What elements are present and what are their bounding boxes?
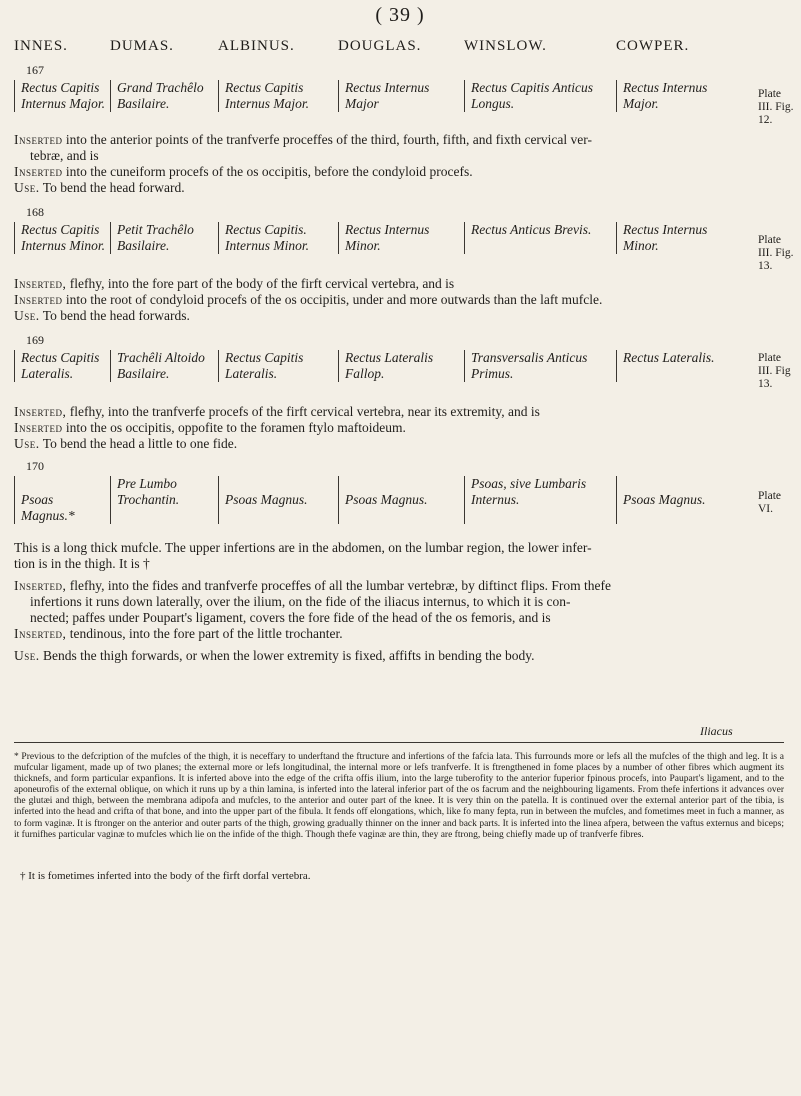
plate-ref: Plate III. Fig. 13. (758, 234, 794, 272)
header-cowper: COWPER. (616, 38, 690, 54)
name-winslow: Rectus Anticus Brevis. (464, 222, 616, 254)
entry-170-names (14, 459, 754, 524)
catchword: Iliacus (700, 724, 733, 738)
line-lead: Inserted, (14, 404, 67, 419)
line-text: flefhy, into the fides and tranfverfe proceffes of all the lumbar vertebræ, by diftinct flips. From thefe (66, 578, 612, 593)
name-winslow: Transversalis Anticus Primus. (464, 350, 616, 382)
line-text: into the root of condyloid procefs of the os occipitis, under and more outwards than the laft mufcle. (62, 292, 603, 307)
entry-167-text (14, 132, 766, 196)
line-lead: Inserted (14, 132, 63, 147)
line-lead: Inserted, (14, 578, 67, 593)
page-number: ( 39 ) (375, 4, 425, 26)
entry-number: 169 (26, 333, 44, 347)
name-cowper: Rectus Internus Major. (616, 80, 736, 112)
name-albinus: Rectus Capitis Lateralis. (218, 350, 338, 382)
name-cowper: Rectus Internus Minor. (616, 222, 736, 254)
line-lead: Use. (14, 308, 40, 323)
name-albinus: Rectus Capitis. Internus Minor. (218, 222, 338, 254)
header-douglas: DOUGLAS. (338, 38, 422, 54)
line-lead: Inserted (14, 292, 63, 307)
line-lead: Inserted, (14, 626, 67, 641)
line-text: into the os occipitis, oppofite to the foramen ftylo maftoideum. (62, 420, 406, 435)
line-text: infertions it runs down laterally, over the ilium, on the fide of the iliacus internus, to which it is con- (30, 594, 571, 609)
line-lead: Inserted (14, 164, 63, 179)
name-douglas: Rectus Internus Major (338, 80, 464, 112)
author-headers (14, 38, 754, 55)
line-text: To bend the head forward. (39, 180, 185, 195)
plate-ref: Plate III. Fig 13. (758, 352, 791, 390)
entry-number: 168 (26, 205, 44, 219)
footnote-fascia-lata: * Previous to the defcription of the mufcles of the thigh, it is neceffary to underftand the ftructure and infertions of the fafcia lata. This furrounds more or lefs all the mufcles of the thigh and leg. It is a mufcular ligament, made up of two planes; the external more or lefs longitudinal, the internal more or lefs tranfverfe. It is ftrengthened in fome places by a number of other fibres which augment its thicknefs, and form particular expanfions. It is inferted above into the edge of the crifta offis ilium, into the large tuberofity to the anterior fuperior fpinous procefs, into Paupart's ligament, and to the aponeurofis of the external oblique, on which it runs up by a thin lamina, is inferted into the lateral inferior part of the os facrum and the neighbouring ligaments. From thefe infertions it advances over the glutæi and thigh, between the membrana adipofa and mufcles, to the anterior and outer part of the knee. It is very thin on the patella. It is continued over the external anterior part of the tibia, is inferted into the head and crifta of that bone, and into the upper part of the fibula. It fends off elongations, which, like fo many fepta, run in between the mufcles, and fometimes meet in fuch a manner, as to form vaginæ. It is ftronger on the anterior and outer parts of the thigh, growing gradually thinner on the inner and back parts. It is inferted into the linea afpera, between the vaftus externus and biceps; it furnifhes particular vaginæ to mufcles which lie on the infide of the thigh. Though thefe vaginæ are thin, they are ftrong, being chiefly made up of tranfverfe fibres. (14, 752, 785, 840)
line-text: nected; paffes under Poupart's ligament, covers the fore fide of the head of the os femoris, and is (30, 610, 551, 625)
name-dumas: Pre Lumbo Trochantin. (110, 476, 218, 524)
line-text: flefhy, into the tranfverfe procefs of the firft cervical vertebra, near its extremity, and is (66, 404, 540, 419)
plate-ref: Plate III. Fig. 12. (758, 88, 794, 126)
name-innes: Rectus Capitis Internus Minor. (14, 222, 110, 254)
header-dumas: DUMAS. (110, 38, 174, 54)
line-lead: Use. (14, 436, 40, 451)
footnote-rule (14, 742, 784, 743)
name-dumas: Grand Trachêlo Basilaire. (110, 80, 218, 112)
name-cowper: Rectus Lateralis. (616, 350, 736, 382)
entry-168-names (14, 205, 754, 254)
entry-167-names (14, 63, 754, 112)
name-douglas: Rectus Internus Minor. (338, 222, 464, 254)
plate-ref: Plate VI. (758, 490, 781, 515)
line-lead: Inserted, (14, 276, 67, 291)
name-cowper: Psoas Magnus. (616, 476, 736, 524)
line-text: Bends the thigh forwards, or when the lower extremity is fixed, affifts in bending the body. (39, 648, 535, 663)
line-text: To bend the head a little to one fide. (39, 436, 238, 451)
line-text: tendinous, into the fore part of the little trochanter. (66, 626, 343, 641)
entry-number: 167 (26, 63, 44, 77)
line-text: To bend the head forwards. (39, 308, 190, 323)
line-text: tion is in the thigh. It is † (14, 556, 150, 571)
line-text: This is a long thick mufcle. The upper infertions are in the abdomen, on the lumbar region, the lower infer- (14, 540, 592, 555)
name-winslow: Psoas, sive Lumbaris Internus. (464, 476, 616, 524)
name-winslow: Rectus Capitis Anticus Longus. (464, 80, 616, 112)
name-innes: Psoas Magnus.* (14, 476, 110, 524)
line-text: into the anterior points of the tranfverfe proceffes of the third, fourth, fifth, and fixth cervical ver- (62, 132, 593, 147)
header-winslow: WINSLOW. (464, 38, 547, 54)
name-albinus: Psoas Magnus. (218, 476, 338, 524)
name-douglas: Psoas Magnus. (338, 476, 464, 524)
entry-169-names (14, 333, 754, 382)
line-text: tebræ, and is (30, 148, 99, 163)
entry-169-text (14, 404, 766, 452)
entry-number: 170 (26, 459, 44, 473)
line-lead: Use. (14, 648, 40, 663)
name-innes: Rectus Capitis Internus Major. (14, 80, 110, 112)
footnote-dorsal: † It is fometimes inferted into the body of the firft dorfal vertebra. (20, 870, 311, 882)
line-text: into the cuneiform procefs of the os occipitis, before the condyloid procefs. (62, 164, 473, 179)
name-albinus: Rectus Capitis Internus Major. (218, 80, 338, 112)
name-innes: Rectus Capitis Lateralis. (14, 350, 110, 382)
entry-170-text (14, 540, 766, 664)
name-dumas: Trachêli Altoido Basilaire. (110, 350, 218, 382)
line-text: flefhy, into the fore part of the body of the firft cervical vertebra, and is (66, 276, 455, 291)
header-albinus: ALBINUS. (218, 38, 295, 54)
name-dumas: Petit Trachêlo Basilaire. (110, 222, 218, 254)
entry-168-text (14, 276, 766, 324)
header-innes: INNES. (14, 38, 68, 54)
name-douglas: Rectus Lateralis Fallop. (338, 350, 464, 382)
line-lead: Inserted (14, 420, 63, 435)
line-lead: Use. (14, 180, 40, 195)
